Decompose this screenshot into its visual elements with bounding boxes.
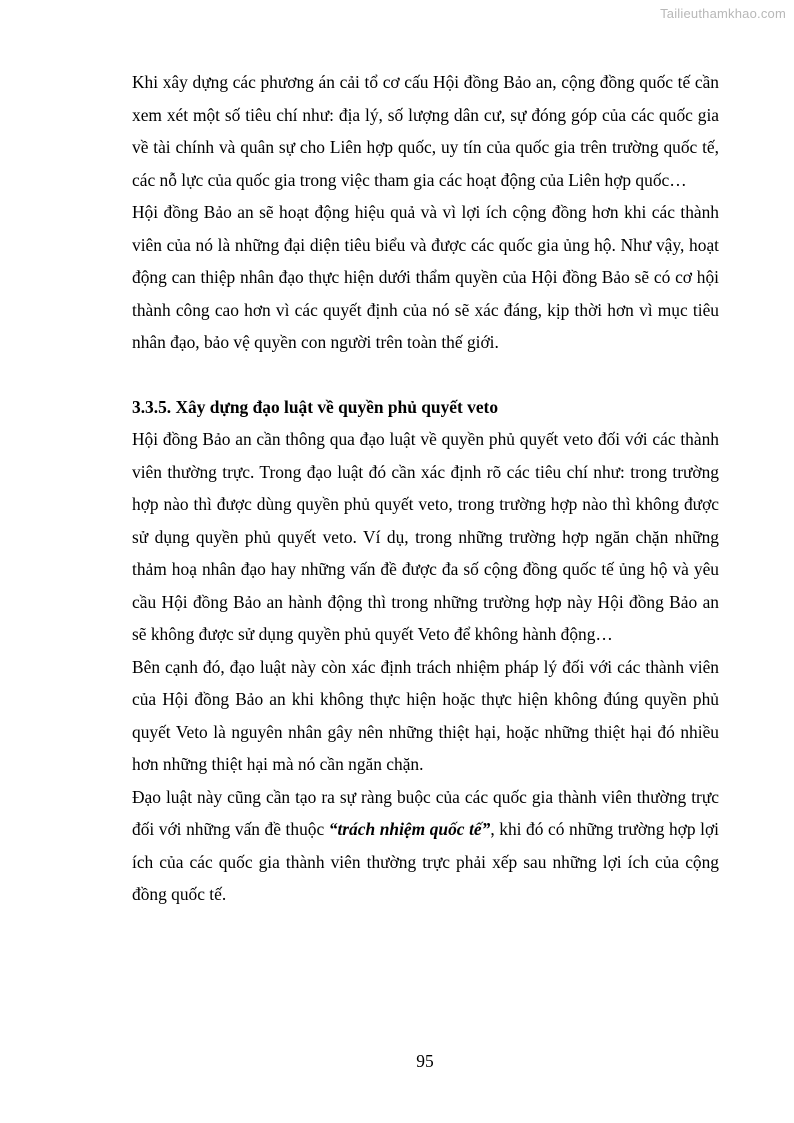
paragraph-legal-responsibility: Bên cạnh đó, đạo luật này còn xác định trách nhiệm pháp lý đối với các thành viên của Hội đồng Bảo an khi không thực hiện hoặc thực hiện không đúng quyền phủ quyết Veto là nguyên nhân gây nên những thiệt hại, hoặc những thiệt hại đó nhiều hơn những thiệt hại mà nó cần ngăn chặn.	[132, 656, 719, 774]
section-heading: 3.3.5. Xây dựng đạo luật về quyền phủ quyết veto	[132, 396, 499, 417]
paragraph-text-before: Đạo luật này cũng cần tạo ra sự ràng buộc của các quốc gia thành viên thường trực đối với những vấn đề thuộc	[132, 786, 719, 839]
paragraph-international-responsibility	[132, 781, 719, 911]
emphasis-international-responsibility: “trách nhiệm quốc tế”	[328, 819, 491, 839]
section-spacer	[132, 359, 719, 391]
document-body	[132, 66, 719, 911]
watermark-text: Tailieuthamkhao.com	[660, 6, 786, 21]
paragraph-veto-law: Hội đồng Bảo an cần thông qua đạo luật về quyền phủ quyết veto đối với các thành viên thường trực. Trong đạo luật đó cần xác định rõ các tiêu chí như: trong trường hợp nào thì được dùng quyền phủ quyết veto, trong trường hợp nào thì không được sử dụng quyền phủ quyết veto. Ví dụ, trong những trường hợp ngăn chặn những thảm hoạ nhân đạo hay những vấn đề được đa số cộng đồng quốc tế ủng hộ và yêu cầu Hội đồng Bảo an hành động thì trong những trường hợp này Hội đồng Bảo an sẽ không được sử dụng quyền phủ quyết Veto để không hành động…	[132, 429, 719, 644]
page-number: 95	[416, 1051, 434, 1071]
paragraph-reform-criteria: Khi xây dựng các phương án cải tổ cơ cấu Hội đồng Bảo an, cộng đồng quốc tế cần xem xét một số tiêu chí như: địa lý, số lượng dân cư, sự đóng góp của các quốc gia về tài chính và quân sự cho Liên hợp quốc, uy tín của quốc gia trên trường quốc tế, các nỗ lực của quốc gia trong việc tham gia các hoạt động của Liên hợp quốc…	[132, 72, 719, 190]
paragraph-security-council-effectiveness: Hội đồng Bảo an sẽ hoạt động hiệu quả và vì lợi ích cộng đồng hơn khi các thành viên của nó là những đại diện tiêu biểu và được các quốc gia ủng hộ. Như vậy, hoạt động can thiệp nhân đạo thực hiện dưới thẩm quyền của Hội đồng Bảo sẽ có cơ hội thành công cao hơn vì các quyết định của nó sẽ xác đáng, kịp thời hơn vì mục tiêu nhân đạo, bảo vệ quyền con người trên toàn thế giới.	[132, 202, 719, 352]
paragraph-text-after: , khi đó có những trường hợp lợi ích của các quốc gia thành viên thường trực phải xếp sau những lợi ích của cộng đồng quốc tế.	[132, 819, 720, 904]
